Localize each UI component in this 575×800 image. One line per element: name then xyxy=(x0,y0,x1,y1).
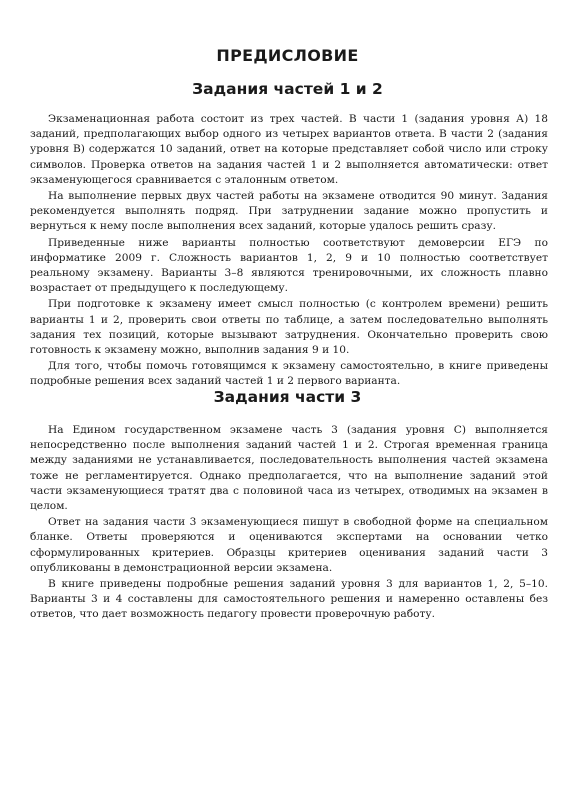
section-1-paragraph-1: Экзаменационная работа состоит из трех частей. В части 1 (задания уровня А) 18 заданий, предполагающих выбор одного из четырех вариантов ответа. В части 2 (задания уровня В) содержатся 10 заданий, ответ на которые представляет собой число или строку символов. Проверка ответов на задания частей 1 и 2 выполняется автоматически: ответ экзаменующегося сравнивается с эталонным ответом. xyxy=(30,113,548,186)
section-1-paragraph-5: Для того, чтобы помочь готовящимся к экзамену самостоятельно, в книге приведены подробные решения всех заданий частей 1 и 2 первого варианта. xyxy=(30,360,548,388)
section-2-paragraph-1: На Едином государственном экзамене часть 3 (задания уровня С) выполняется непосредственно после выполнения заданий частей 1 и 2. Строгая временная граница между заданиями не устанавливается, последовательность выполнения частей экзамена тоже не регламентируется. Однако предполагается, что на выполнение заданий этой части экзаменующиеся тратят два с половиной часа из четырех, отводимых на экзамен в целом. xyxy=(30,424,548,513)
section-1-heading: Задания частей 1 и 2 xyxy=(192,80,383,98)
section-2-paragraph-2: Ответ на задания части 3 экзаменующиеся пишут в свободной форме на специальном бланке. Ответы проверяются и оцениваются экспертами на основании четко сформулированных критериев. Образцы критериев оценивания заданий части 3 опубликованы в демонстрационной версии экзамена. xyxy=(30,516,548,574)
section-2-heading: Задания части 3 xyxy=(213,388,362,406)
section-2-body xyxy=(30,423,548,624)
section-1-body xyxy=(30,112,548,391)
section-1-paragraph-4: При подготовке к экзамену имеет смысл полностью (с контролем времени) решить варианты 1 и 2, проверить свои ответы по таблице, а затем последовательно выполнять задания тех позиций, которые вызывают затруднения. Окончательно проверить свою готовность к экзамену можно, выполнив задания 9 и 10. xyxy=(30,298,548,357)
section-1-paragraph-3: Приведенные ниже варианты полностью соответствуют демоверсии ЕГЭ по информатике 2009 г. Сложность вариантов 1, 2, 9 и 10 полностью соответствует реальному экзамену. Варианты 3–8 являются тренировочными, их сложность плавно возрастает от предыдущего к последующему. xyxy=(30,236,548,295)
section-2-paragraph-3: В книге приведены подробные решения заданий уровня 3 для вариантов 1, 2, 5–10. Варианты 3 и 4 составлены для самостоятельного решения и намеренно оставлены без ответов, что дает возможность педагогу провести проверочную работу. xyxy=(30,578,548,621)
page-title: ПРЕДИСЛОВИЕ xyxy=(216,46,359,65)
section-1-paragraph-2: На выполнение первых двух частей работы на экзамене отводится 90 минут. Задания рекомендуется выполнять подряд. При затруднении задание можно пропустить и вернуться к нему после выполнения всех заданий, которые удалось решить сразу. xyxy=(30,190,548,233)
